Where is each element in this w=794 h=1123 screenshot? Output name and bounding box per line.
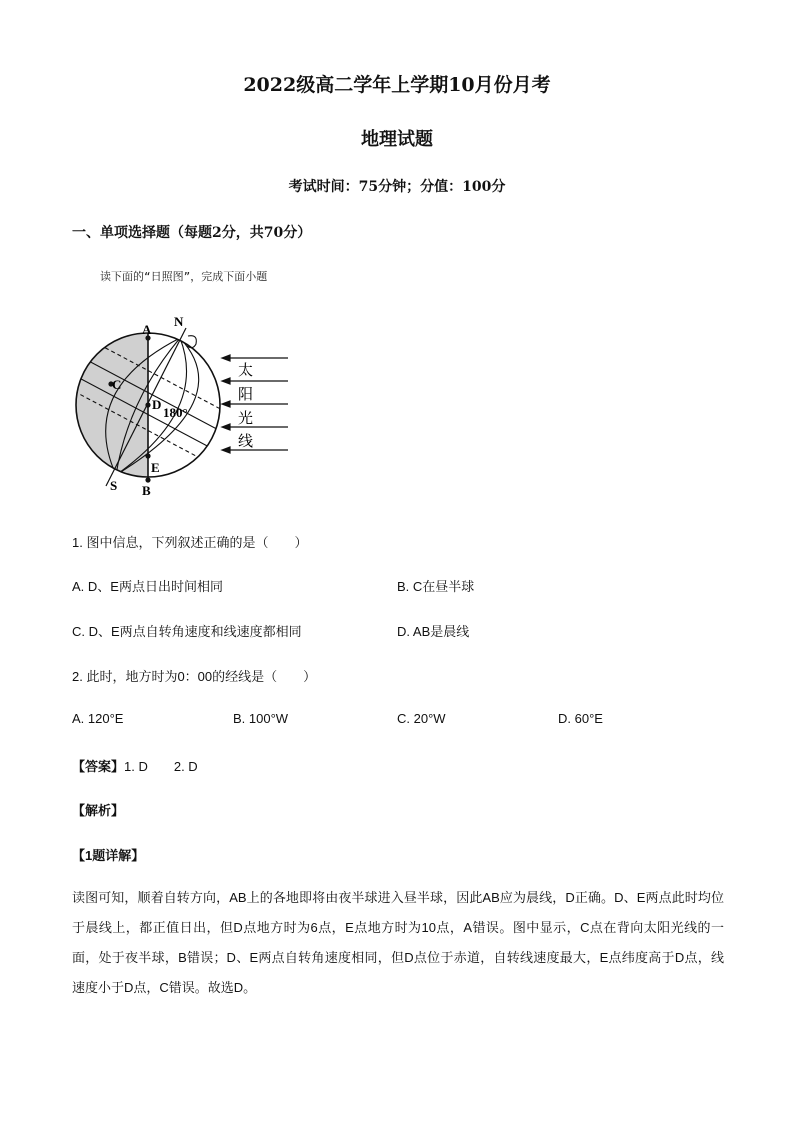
exam-subtitle: 地理试题: [361, 129, 433, 150]
label-a: A: [142, 322, 152, 337]
analysis-tag: 【解析】: [72, 803, 125, 818]
sun-char-4: 线: [238, 434, 254, 450]
label-n: N: [174, 314, 184, 329]
exam-meta: 考试时间：75分钟；分值：100分: [288, 179, 506, 195]
night-hemisphere: [68, 310, 148, 500]
question-1-option-c: C. D、E两点自转角速度和线速度都相同: [72, 624, 302, 639]
label-e: E: [151, 460, 160, 475]
label-c: C: [112, 377, 122, 392]
label-d: D: [152, 397, 162, 412]
answer-text: 1. D 2. D: [124, 759, 198, 774]
question-1-option-a: A. D、E两点日出时间相同: [72, 579, 223, 594]
question-2-stem: 2. 此时，地方时为0：00的经线是（ ）: [72, 669, 317, 684]
question-1-stem: 1. 图中信息，下列叙述正确的是（ ）: [72, 535, 308, 550]
question-2-option-a: A. 120°E: [72, 711, 124, 726]
detail-1-tag: 【1题详解】: [72, 848, 145, 863]
question-2-option-d: D. 60°E: [558, 711, 603, 726]
question-2-option-c: C. 20°W: [397, 711, 446, 726]
question-2-option-b: B. 100°W: [233, 711, 289, 726]
sunlight-diagram: [68, 310, 308, 500]
sun-char-3: 光: [238, 411, 254, 427]
figure-intro: 读下面的“日照图”，完成下面小题: [100, 270, 268, 283]
sun-char-2: 阳: [238, 387, 254, 403]
label-b: B: [142, 483, 151, 498]
question-1-option-d: D. AB是晨线: [397, 624, 470, 639]
sunlight-arrows: [222, 355, 288, 453]
question-1-option-b: B. C在昼半球: [397, 579, 475, 594]
label-s: S: [110, 478, 118, 493]
answer-line: [72, 756, 198, 775]
detail-1-text: 读图可知，顺着自转方向，AB上的各地即将由夜半球进入昼半球，因此AB应为晨线，D正确。D、E两点此时均位于晨线上，都正值日出，但D点地方时为6点，E点地方时为10点，A错误。图中显示，C点在背向太阳光线的一面，处于夜半球，B错误；D、E两点自转角速度相同，但D点位于赤道，自转线速度最大，E点纬度高于D点，线速度小于D点，C错误。故选D。: [72, 890, 724, 995]
label-180-degree: 180°: [163, 405, 188, 420]
section-heading: 一、单项选择题（每题2分，共70分）: [72, 225, 312, 241]
exam-title: 2022级高二学年上学期10月份月考: [243, 74, 551, 96]
sun-char-1: 太: [238, 363, 254, 379]
answer-tag: 【答案】: [72, 759, 125, 774]
